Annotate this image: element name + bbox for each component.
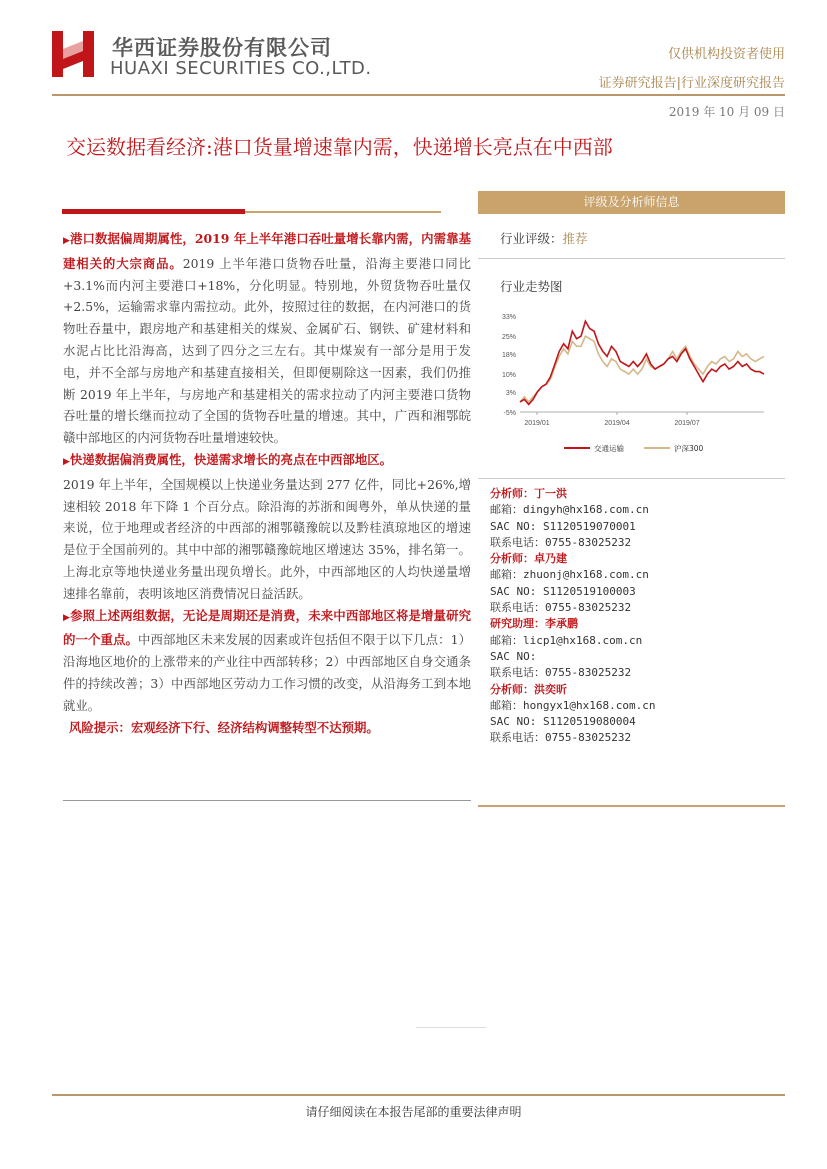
y-tick-label: 25% — [501, 334, 516, 342]
sac-label: SAC NO: — [490, 715, 543, 729]
phone-label: 联系电话： — [490, 535, 545, 549]
analyst-email[interactable]: zhuonj@hx168.com.cn — [523, 568, 649, 582]
report-category: 证券研究报告|行业深度研究报告 — [598, 76, 785, 91]
huaxi-logo-icon — [52, 31, 94, 77]
analyst-entry — [490, 682, 655, 747]
industry-rating — [500, 229, 588, 247]
sidebar-divider — [478, 478, 785, 479]
email-label: 邮箱： — [490, 633, 523, 647]
bullet-triangle-icon: ▶ — [63, 456, 70, 467]
risk-warning — [63, 717, 471, 739]
bullet-triangle-icon: ▶ — [63, 236, 71, 246]
y-tick-label: -5% — [503, 410, 516, 417]
paragraph-express — [63, 449, 471, 474]
analyst-phone: 0755-83025232 — [545, 731, 632, 745]
paragraph-text: 中西部地区未来发展的因素或许包括但不限于以下几点：1）沿海地区地价的上涨带来的产业往中西部转移；2）中西部地区自身交通条件的持续改善；3）中西部地区劳动力工作习惯的改变，从沿海务工到本地就业。 — [63, 632, 472, 713]
analyst-name: 洪奕昕 — [534, 682, 567, 696]
analyst-role: 分析师： — [490, 552, 534, 566]
risk-text: 风险提示：宏观经济下行、经济结构调整转型不达预期。 — [69, 719, 379, 735]
phone-label: 联系电话： — [490, 731, 545, 745]
email-label: 邮箱： — [490, 698, 523, 712]
x-tick-label: 2019/04 — [604, 420, 630, 427]
analyst-email[interactable]: dingyh@hx168.com.cn — [523, 503, 649, 517]
analyst-phone: 0755-83025232 — [545, 666, 632, 680]
email-label: 邮箱： — [490, 503, 523, 517]
industry-trend-chart — [492, 308, 782, 466]
analyst-entry — [490, 551, 655, 616]
analyst-role: 分析师： — [490, 487, 534, 500]
summary-accent-bar — [62, 209, 245, 214]
analyst-sac: S1120519080004 — [542, 715, 636, 729]
y-tick-label: 18% — [501, 351, 516, 359]
analyst-entry — [490, 486, 655, 551]
analyst-phone: 0755-83025232 — [545, 601, 632, 615]
header-divider — [52, 94, 785, 96]
analyst-sac: S1120519070001 — [542, 519, 636, 533]
page-mark — [416, 1027, 486, 1028]
company-name-en: HUAXI SECURITIES CO.,LTD. — [110, 58, 372, 79]
audience-note: 仅供机构投资者使用 — [667, 47, 785, 62]
report-date: 2019 年 10 月 09 日 — [668, 105, 785, 119]
analyst-entry — [490, 616, 655, 681]
y-tick-label: 33% — [501, 314, 516, 321]
legend-label: 沪深300 — [674, 444, 704, 453]
legend-label: 交通运输 — [594, 444, 624, 453]
analyst-email[interactable]: hongyx1@hx168.com.cn — [523, 698, 656, 712]
sidebar-divider — [478, 258, 785, 259]
sac-label: SAC NO: — [490, 584, 543, 598]
paragraph-heading: 港口数据偏周期属性，2019 年上半年港口吞吐量增长靠内需，内需靠基建相关的大宗商品。 — [63, 231, 471, 271]
rating-value: 推荐 — [562, 231, 588, 246]
analyst-role: 研究助理： — [490, 617, 545, 631]
bullet-triangle-icon: ▶ — [63, 612, 71, 623]
paragraph-outlook — [63, 605, 471, 717]
sidebar-header: 评级及分析师信息 — [478, 191, 785, 214]
analyst-sac: S1120519100003 — [542, 584, 636, 598]
x-tick-label: 2019/01 — [524, 420, 550, 427]
company-name-cn: 华西证券股份有限公司 — [112, 36, 332, 60]
rating-label: 行业评级： — [500, 231, 563, 246]
trend-chart-title: 行业走势图 — [500, 279, 563, 294]
analyst-list — [490, 486, 655, 747]
phone-label: 联系电话： — [490, 601, 545, 615]
x-tick-label: 2019/07 — [674, 420, 700, 427]
series-line — [520, 336, 764, 402]
paragraph-heading: 参照上述两组数据，无论是周期还是消费，未来中西部地区将是增量研究的一个重点。 — [63, 607, 472, 648]
analyst-name: 丁一洪 — [534, 487, 567, 500]
footer-divider — [52, 1094, 785, 1096]
email-label: 邮箱： — [490, 568, 523, 582]
paragraph-express-text: 2019 年上半年，全国规模以上快递业务量达到 277 亿件，同比+26%,增速相较 2018 年下降 1 个百分点。除沿海的苏浙和闽粤外，单从快递的量来说，位于地理或者经济的中西部的湘鄂赣豫皖以及黔桂滇琼地区的增速是位于全国前列的。其中中部的湘鄂赣豫皖地区增速达 35%，排名第一。上海北京等地快递业务量出现负增长。此外，中西部地区的人均快递量增速排名靠前，表明该地区消费情况日益活跃。 — [63, 476, 471, 601]
summary-accent-line — [245, 211, 441, 213]
legal-notice: 请仔细阅读在本报告尾部的重要法律声明 — [305, 1105, 522, 1119]
analyst-name: 卓乃建 — [534, 552, 567, 566]
paragraph-heading: 快递数据偏消费属性，快递需求增长的亮点在中西部地区。 — [69, 451, 393, 467]
phone-label: 联系电话： — [490, 666, 545, 680]
paragraph-ports — [63, 228, 471, 449]
analyst-phone: 0755-83025232 — [545, 535, 632, 549]
analyst-email[interactable]: licp1@hx168.com.cn — [523, 633, 643, 647]
sac-label: SAC NO: — [490, 519, 543, 533]
page-title: 交运数据看经济:港口货量增速靠内需，快递增长亮点在中西部 — [66, 135, 613, 159]
summary-body — [63, 228, 471, 738]
sac-label: SAC NO: — [490, 649, 537, 663]
y-tick-label: 10% — [501, 372, 516, 380]
analyst-name: 李承鹏 — [545, 617, 578, 631]
summary-bottom-divider — [63, 800, 471, 801]
y-tick-label: 3% — [505, 389, 516, 397]
sidebar-bottom-divider — [478, 805, 785, 807]
analyst-role: 分析师： — [490, 682, 534, 696]
paragraph-text: 2019 上半年港口货物吞吐量，沿海主要港口同比+3.1%而内河主要港口+18%，分化明显。特别地，外贸货物吞吐量仅+2.5%，运输需求靠内需拉动。此外，按照过往的数据，在内河港口的货物吐吞量中，跟房地产和基建相关的煤炭、金属矿石、钢铁、矿建材料和水泥占比比沿海高，达到了四分之三左右。其中煤炭有一部分是用于发电，并不全部与房地产和基建直接相关，但即便剔除这一因素，我们仍推断 2019 年上半年，与房地产和基建相关的需求拉动了内河主要港口货物吞吐量的增长继而拉动了全国的货物吞吐量的增速。其中，广西和湘鄂皖赣中部地区的内河货物吞吐量增速较快。 — [63, 255, 472, 446]
